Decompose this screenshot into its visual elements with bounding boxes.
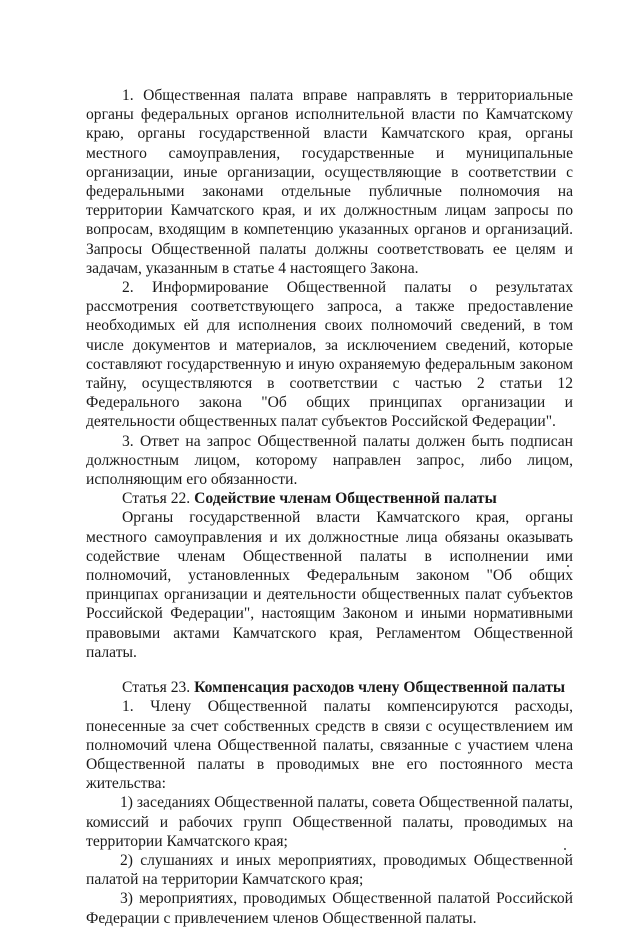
scan-speck: [564, 848, 566, 850]
paragraph-3: 3. Ответ на запрос Общественной палаты должен быть подписан должностным лицом, которому направлен запрос, либо лицом, исполняющим его обязанности.: [86, 432, 573, 489]
scan-speck: [567, 565, 569, 567]
article-23-item-3: 3) мероприятиях, проводимых Общественной палатой Российской Федерации с привлечением членов Общественной палаты.: [86, 890, 573, 927]
article-22-title: Содействие членам Общественной палаты: [194, 490, 497, 508]
paragraph-2: 2. Информирование Общественной палаты о результатах рассмотрения соответствующего запроса, а также предоставление необходимых ей для исполнения своих полномочий сведений, в том числе документов и материалов, за исключением сведений, которые составляют государственную и иную охраняемую федеральным законом тайну, осуществляются в соответствии с частью 2 статьи 12 Федерального закона "Об общих принципах организации и деятельности общественных палат субъектов Российской Федерации".: [86, 279, 573, 431]
article-23-title: Компенсация расходов члену Общественной палаты: [194, 679, 566, 697]
article-22-label: Статья 22.: [122, 490, 195, 508]
article-22-heading: [86, 489, 573, 508]
paragraph-1: 1. Общественная палата вправе направлять в территориальные органы федеральных органов исполнительной власти по Камчатскому краю, органы государственной власти Камчатского края, органы местного самоуправления, государственные и муниципальные организации, иные организации, осуществляющие в соответствии с федеральными законами отдельные публичные полномочия на территории Камчатского края, и их должностным лицам запросы по вопросам, входящим в компетенцию указанных органов и организаций. Запросы Общественной палаты должны соответствовать ее целям и задачам, указанным в статье 4 настоящего Закона.: [86, 87, 573, 277]
article-23-intro: 1. Члену Общественной палаты компенсируются расходы, понесенные за счет собственных средств в связи с осуществлением им полномочий члена Общественной палаты, связанные с участием члена Общественной палаты в проводимых вне его постоянного места жительства:: [86, 698, 573, 793]
article-23-item-1: 1) заседаниях Общественной палаты, совета Общественной палаты, комиссий и рабочих групп Общественной палаты, проводимых на территории Камчатского края;: [86, 794, 573, 850]
article-23-item-2: 2) слушаниях и иных мероприятиях, проводимых Общественной палатой на территории Камчатского края;: [86, 851, 573, 889]
article-23-heading: [86, 678, 573, 697]
document-body: [86, 86, 573, 928]
article-23-label: Статья 23.: [122, 679, 195, 697]
article-22-text: Органы государственной власти Камчатского края, органы местного самоуправления и их должностные лица обязаны оказывать содействие членам Общественной палаты в исполнении ими полномочий, установленных Федеральным законом "Об общих принципах организации и деятельности общественных палат субъектов Российской Федерации", настоящим Законом и иными нормативными правовыми актами Камчатского края, Регламентом Общественной палаты.: [86, 509, 573, 661]
